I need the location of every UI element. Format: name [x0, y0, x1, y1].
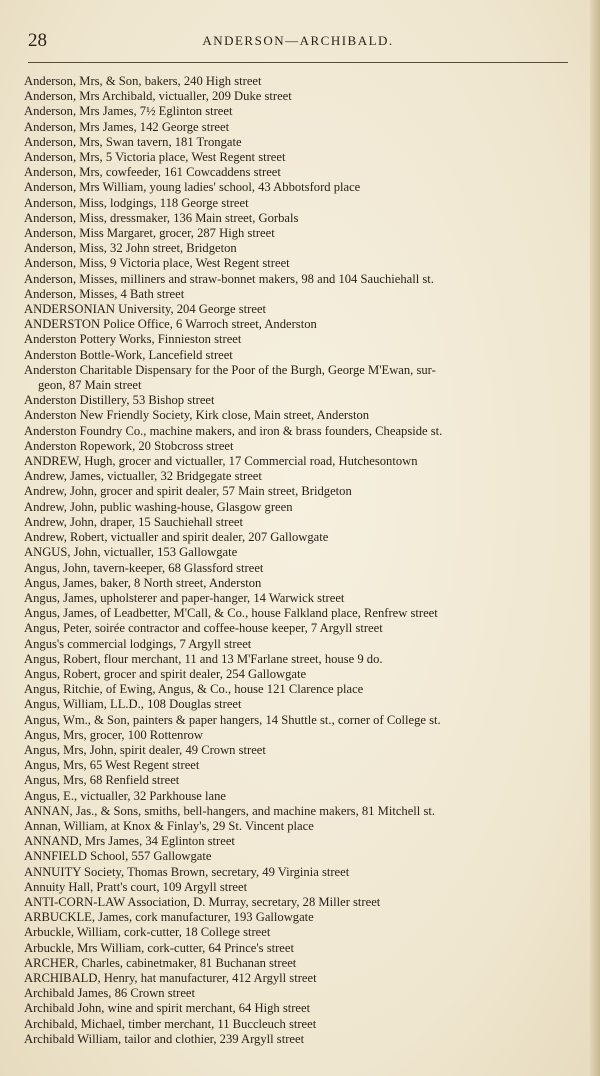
directory-entry: Anderson, Miss Margaret, grocer, 287 High street: [24, 226, 275, 241]
directory-entry: ARBUCKLE, James, cork manufacturer, 193 Gallowgate: [24, 910, 314, 925]
directory-entry: Anderston Charitable Dispensary for the Poor of the Burgh, George M'Ewan, sur-: [24, 362, 436, 377]
directory-entry: Anderson, Mrs, & Son, bakers, 240 High street: [24, 74, 262, 88]
directory-entry: Anderson, Miss, dressmaker, 136 Main street, Gorbals: [24, 210, 299, 225]
directory-entry: Andrew, John, draper, 15 Sauchiehall street: [24, 514, 244, 529]
directory-entry: Anderson, Mrs William, young ladies' school, 43 Abbotsford place: [24, 180, 361, 195]
directory-entry: Archibald James, 86 Crown street: [24, 986, 196, 1001]
directory-entry: ANGUS, John, victualler, 153 Gallowgate: [24, 545, 238, 560]
directory-entry: Angus, Robert, grocer and spirit dealer, 254 Gallowgate: [24, 666, 307, 681]
directory-entry: Anderston Bottle-Work, Lancefield street: [24, 347, 233, 362]
directory-entry: Anderson, Misses, milliners and straw-bonnet makers, 98 and 104 Sauchiehall st.: [24, 271, 434, 286]
directory-entry: Anderson, Mrs James, 7½ Eglinton street: [24, 104, 233, 119]
directory-entry: Anderson, Mrs, cowfeeder, 161 Cowcaddens street: [24, 165, 281, 180]
directory-entry: Andrew, James, victualler, 32 Bridgegate street: [24, 469, 262, 484]
directory-entry: Andrew, John, public washing-house, Glasgow green: [24, 499, 293, 514]
directory-entry: Arbuckle, Mrs William, cork-cutter, 64 Prince's street: [24, 940, 294, 955]
directory-entry: Anderson, Miss, 32 John street, Bridgeton: [24, 241, 237, 256]
directory-entry: Angus, John, tavern-keeper, 68 Glassford street: [24, 560, 264, 575]
directory-entry: ANDERSTON Police Office, 6 Warroch street, Anderston: [24, 317, 317, 332]
directory-entry: ANNAND, Mrs James, 34 Eglinton street: [24, 834, 235, 849]
directory-entry: Anderston Ropework, 20 Stobcross street: [24, 438, 234, 453]
directory-entry: Anderston New Friendly Society, Kirk close, Main street, Anderston: [24, 408, 370, 423]
directory-entry: Anderston Distillery, 53 Bishop street: [24, 393, 215, 408]
directory-entry: Angus, Robert, flour merchant, 11 and 13 M'Farlane street, house 9 do.: [24, 651, 383, 666]
directory-entry: Arbuckle, William, cork-cutter, 18 College street: [24, 925, 271, 940]
directory-entry: Angus, William, LL.D., 108 Douglas street: [24, 697, 242, 712]
page-number: 28: [28, 30, 47, 51]
directory-entry: Anderson, Mrs, Swan tavern, 181 Trongate: [24, 134, 242, 149]
page-header: [28, 30, 568, 54]
directory-entry: Anderson, Mrs Archibald, victualler, 209 Duke street: [24, 89, 292, 104]
directory-entry: ANNAN, Jas., & Sons, smiths, bell-hangers, and machine makers, 81 Mitchell st.: [24, 803, 435, 818]
directory-entry: Archibald, Michael, timber merchant, 11 Buccleuch street: [24, 1016, 317, 1031]
directory-entry: Angus, Peter, soirée contractor and coffee-house keeper, 7 Argyll street: [24, 621, 383, 636]
directory-entry: Anderson, Miss, 9 Victoria place, West Regent street: [24, 256, 290, 271]
page-edge: [590, 0, 600, 1076]
directory-entry: Andrew, John, grocer and spirit dealer, 57 Main street, Bridgeton: [24, 484, 352, 499]
directory-entry: Angus, Ritchie, of Ewing, Angus, & Co., house 121 Clarence place: [24, 682, 364, 697]
header-rule: [28, 62, 568, 63]
directory-entries: [24, 74, 572, 1047]
directory-entry: Anderston Foundry Co., machine makers, and iron & brass founders, Cheapside st.: [24, 423, 443, 438]
directory-entry: Angus, Mrs, 65 West Regent street: [24, 758, 200, 773]
directory-entry: Angus, Mrs, grocer, 100 Rottenrow: [24, 727, 203, 742]
directory-entry: Anderson, Misses, 4 Bath street: [24, 286, 185, 301]
directory-entry: Anderson, Miss, lodgings, 118 George street: [24, 195, 249, 210]
directory-entry: Angus, James, baker, 8 North street, Anderston: [24, 575, 262, 590]
directory-entry: Angus, Mrs, John, spirit dealer, 49 Crown street: [24, 742, 266, 757]
directory-entry: Annan, William, at Knox & Finlay's, 29 St. Vincent place: [24, 818, 314, 833]
directory-entry: geon, 87 Main street: [38, 378, 142, 393]
directory-entry: ANNUITY Society, Thomas Brown, secretary, 49 Virginia street: [24, 864, 350, 879]
directory-entry: Angus, James, upholsterer and paper-hanger, 14 Warwick street: [24, 590, 345, 605]
directory-entry: Anderson, Mrs James, 142 George street: [24, 119, 230, 134]
directory-entry: Andrew, Robert, victualler and spirit dealer, 207 Gallowgate: [24, 530, 329, 545]
directory-entry: ANDREW, Hugh, grocer and victualler, 17 Commercial road, Hutchesontown: [24, 454, 418, 469]
directory-entry: Angus, Wm., & Son, painters & paper hangers, 14 Shuttle st., corner of College st.: [24, 712, 441, 727]
directory-entry: Archibald William, tailor and clothier, 239 Argyll street: [24, 1031, 305, 1046]
directory-entry: Angus, E., victualler, 32 Parkhouse lane: [24, 788, 226, 803]
directory-entry: Anderson, Mrs, 5 Victoria place, West Regent street: [24, 150, 286, 165]
directory-entry: ANTI-CORN-LAW Association, D. Murray, secretary, 28 Miller street: [24, 894, 381, 909]
directory-entry: ANDERSONIAN University, 204 George street: [24, 302, 267, 317]
directory-entry: ANNFIELD School, 557 Gallowgate: [24, 849, 212, 864]
running-head: ANDERSON—ARCHIBALD.: [202, 33, 394, 48]
directory-entry: Angus, Mrs, 68 Renfield street: [24, 773, 180, 788]
directory-entry: Archibald John, wine and spirit merchant, 64 High street: [24, 1001, 311, 1016]
directory-entry: Angus, James, of Leadbetter, M'Call, & Co., house Falkland place, Renfrew street: [24, 606, 438, 621]
directory-entry: ARCHIBALD, Henry, hat manufacturer, 412 Argyll street: [24, 970, 317, 985]
directory-entry: Anderston Pottery Works, Finnieston street: [24, 332, 242, 347]
directory-entry: Angus's commercial lodgings, 7 Argyll street: [24, 636, 252, 651]
directory-entry: Annuity Hall, Pratt's court, 109 Argyll street: [24, 879, 248, 894]
directory-entry: ARCHER, Charles, cabinetmaker, 81 Buchanan street: [24, 955, 297, 970]
